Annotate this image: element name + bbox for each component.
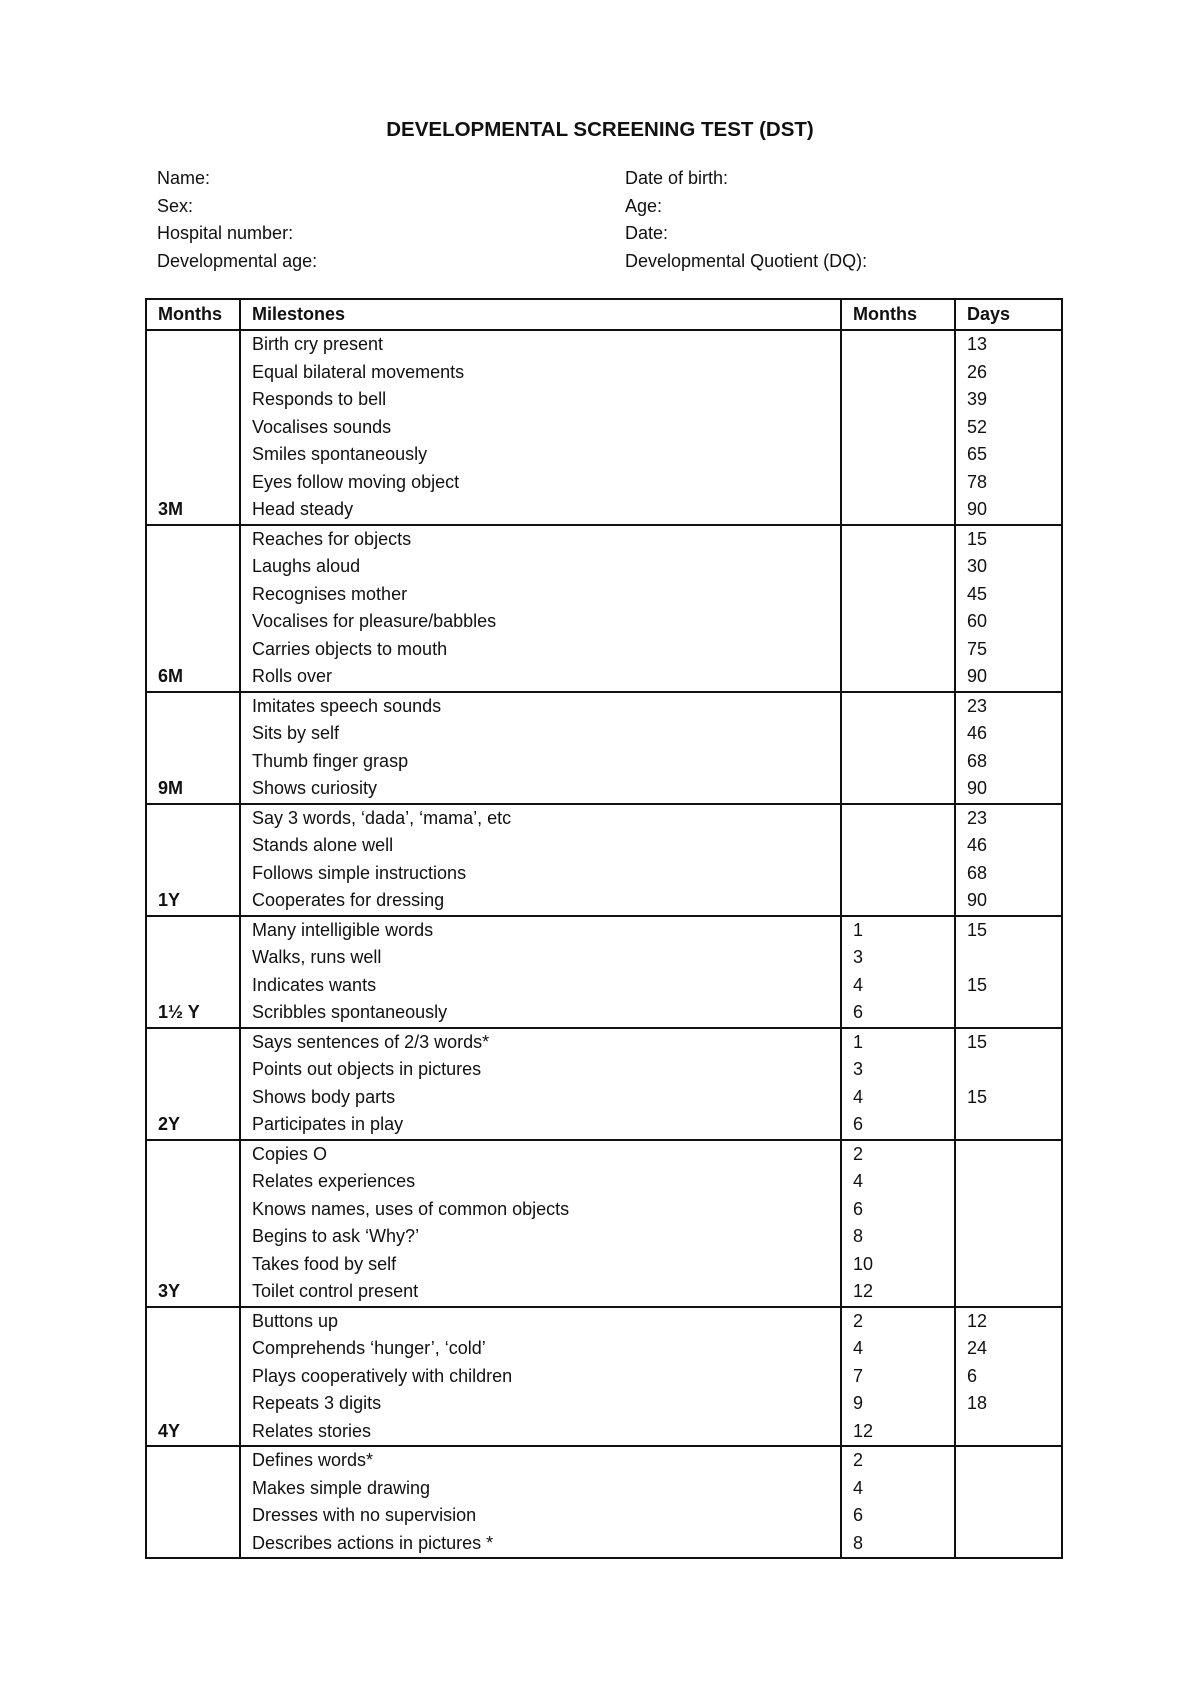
age-cell [146, 1251, 240, 1279]
months-cell: 12 [841, 1278, 955, 1307]
date-of-birth-label: Date of birth: [625, 168, 729, 188]
milestone-cell: Head steady [240, 496, 841, 525]
info-row [157, 165, 1057, 193]
age-cell [146, 441, 240, 469]
age-cell: 9M [146, 775, 240, 804]
months-cell: 9 [841, 1390, 955, 1418]
milestone-cell: Dresses with no supervision [240, 1502, 841, 1530]
table-row [146, 1475, 1062, 1503]
days-cell: 13 [955, 330, 1062, 359]
days-cell: 90 [955, 663, 1062, 692]
table-row [146, 1278, 1062, 1307]
milestone-cell: Eyes follow moving object [240, 469, 841, 497]
table-row [146, 1223, 1062, 1251]
table-row [146, 1502, 1062, 1530]
months-cell [841, 414, 955, 442]
milestone-cell: Makes simple drawing [240, 1475, 841, 1503]
table-row [146, 441, 1062, 469]
months-cell [841, 860, 955, 888]
table-row [146, 804, 1062, 833]
age-cell: 6M [146, 663, 240, 692]
age-cell [146, 414, 240, 442]
table-row [146, 359, 1062, 387]
days-cell: 68 [955, 860, 1062, 888]
table-row [146, 1530, 1062, 1559]
milestone-cell: Sits by self [240, 720, 841, 748]
milestone-cell: Shows body parts [240, 1084, 841, 1112]
days-cell: 15 [955, 1084, 1062, 1112]
milestone-cell: Scribbles spontaneously [240, 999, 841, 1028]
months-cell: 6 [841, 1196, 955, 1224]
days-cell: 30 [955, 553, 1062, 581]
days-cell [955, 1223, 1062, 1251]
months-cell: 7 [841, 1363, 955, 1391]
table-row [146, 748, 1062, 776]
months-cell: 1 [841, 916, 955, 945]
age-cell [146, 1363, 240, 1391]
milestone-cell: Copies O [240, 1140, 841, 1169]
age-cell [146, 581, 240, 609]
milestone-cell: Defines words* [240, 1446, 841, 1475]
hospital-number-label: Hospital number: [157, 223, 294, 243]
months-cell [841, 804, 955, 833]
milestone-cell: Buttons up [240, 1307, 841, 1336]
days-cell: 60 [955, 608, 1062, 636]
days-cell: 15 [955, 972, 1062, 1000]
months-cell [841, 386, 955, 414]
milestone-cell: Says sentences of 2/3 words* [240, 1028, 841, 1057]
table-row [146, 581, 1062, 609]
age-cell [146, 525, 240, 554]
days-cell: 90 [955, 887, 1062, 916]
days-cell: 18 [955, 1390, 1062, 1418]
milestone-cell: Follows simple instructions [240, 860, 841, 888]
months-cell: 10 [841, 1251, 955, 1279]
days-cell: 90 [955, 496, 1062, 525]
table-row [146, 692, 1062, 721]
milestone-cell: Cooperates for dressing [240, 887, 841, 916]
milestone-cell: Indicates wants [240, 972, 841, 1000]
milestone-cell: Plays cooperatively with children [240, 1363, 841, 1391]
table-row [146, 1335, 1062, 1363]
age-cell [146, 1028, 240, 1057]
name-label: Name: [157, 168, 211, 188]
table-row [146, 636, 1062, 664]
table-row [146, 1056, 1062, 1084]
months-cell: 6 [841, 1502, 955, 1530]
age-cell [146, 636, 240, 664]
days-cell: 23 [955, 692, 1062, 721]
months-cell [841, 692, 955, 721]
milestone-cell: Vocalises sounds [240, 414, 841, 442]
months-cell [841, 832, 955, 860]
days-cell [955, 944, 1062, 972]
milestone-cell: Vocalises for pleasure/babbles [240, 608, 841, 636]
developmental-quotient-label: Developmental Quotient (DQ): [625, 250, 868, 271]
age-label: Age: [625, 195, 663, 216]
months-cell: 4 [841, 1168, 955, 1196]
age-cell [146, 860, 240, 888]
days-cell [955, 1446, 1062, 1475]
table-row [146, 1111, 1062, 1140]
age-cell: 4Y [146, 1418, 240, 1447]
age-cell: 1½ Y [146, 999, 240, 1028]
info-row [157, 193, 1057, 221]
age-cell [146, 944, 240, 972]
months-cell: 6 [841, 999, 955, 1028]
header-days: Days [955, 299, 1062, 330]
age-cell [146, 1530, 240, 1559]
months-cell: 1 [841, 1028, 955, 1057]
days-cell: 15 [955, 525, 1062, 554]
table-row [146, 720, 1062, 748]
months-cell: 8 [841, 1223, 955, 1251]
table-row [146, 608, 1062, 636]
months-cell: 3 [841, 944, 955, 972]
age-cell [146, 1056, 240, 1084]
milestone-cell: Equal bilateral movements [240, 359, 841, 387]
milestone-cell: Begins to ask ‘Why?’ [240, 1223, 841, 1251]
table-row [146, 386, 1062, 414]
age-cell: 1Y [146, 887, 240, 916]
age-cell [146, 1475, 240, 1503]
milestone-cell: Relates stories [240, 1418, 841, 1447]
page-title: DEVELOPMENTAL SCREENING TEST (DST) [386, 118, 814, 141]
age-cell [146, 1390, 240, 1418]
days-cell: 39 [955, 386, 1062, 414]
age-cell [146, 692, 240, 721]
table-row [146, 916, 1062, 945]
days-cell: 46 [955, 832, 1062, 860]
days-cell [955, 1140, 1062, 1169]
age-cell [146, 1223, 240, 1251]
months-cell [841, 469, 955, 497]
days-cell: 26 [955, 359, 1062, 387]
table-row [146, 553, 1062, 581]
days-cell: 68 [955, 748, 1062, 776]
months-cell [841, 581, 955, 609]
table-row [146, 1390, 1062, 1418]
milestone-cell: Imitates speech sounds [240, 692, 841, 721]
age-cell [146, 1446, 240, 1475]
table-row [146, 414, 1062, 442]
days-cell: 45 [955, 581, 1062, 609]
days-cell [955, 1056, 1062, 1084]
table-row [146, 1084, 1062, 1112]
milestone-cell: Knows names, uses of common objects [240, 1196, 841, 1224]
patient-info-block [157, 165, 1057, 275]
days-cell: 78 [955, 469, 1062, 497]
milestone-cell: Toilet control present [240, 1278, 841, 1307]
age-cell [146, 804, 240, 833]
months-cell: 4 [841, 1084, 955, 1112]
milestone-cell: Describes actions in pictures * [240, 1530, 841, 1559]
age-cell [146, 608, 240, 636]
age-cell: 3M [146, 496, 240, 525]
table-row [146, 972, 1062, 1000]
months-cell: 4 [841, 972, 955, 1000]
table-row [146, 469, 1062, 497]
table-row [146, 775, 1062, 804]
age-cell [146, 330, 240, 359]
months-cell [841, 496, 955, 525]
table-row [146, 1168, 1062, 1196]
milestone-cell: Laughs aloud [240, 553, 841, 581]
age-cell [146, 1084, 240, 1112]
table-row [146, 832, 1062, 860]
developmental-age-label: Developmental age: [157, 250, 318, 271]
age-cell [146, 832, 240, 860]
days-cell: 75 [955, 636, 1062, 664]
sex-label: Sex: [157, 195, 194, 216]
table-row [146, 496, 1062, 525]
age-cell [146, 469, 240, 497]
milestone-cell: Stands alone well [240, 832, 841, 860]
info-row [157, 220, 1057, 248]
table-row [146, 663, 1062, 692]
age-cell [146, 1335, 240, 1363]
milestone-cell: Takes food by self [240, 1251, 841, 1279]
age-cell [146, 553, 240, 581]
months-cell: 12 [841, 1418, 955, 1447]
header-age-months: Months [146, 299, 240, 330]
milestone-cell: Responds to bell [240, 386, 841, 414]
age-cell [146, 1307, 240, 1336]
months-cell: 6 [841, 1111, 955, 1140]
table-row [146, 1251, 1062, 1279]
milestone-cell: Recognises mother [240, 581, 841, 609]
days-cell: 12 [955, 1307, 1062, 1336]
table-row [146, 1028, 1062, 1057]
days-cell [955, 1418, 1062, 1447]
age-cell [146, 1140, 240, 1169]
age-cell [146, 748, 240, 776]
table-row [146, 944, 1062, 972]
age-cell [146, 720, 240, 748]
age-cell [146, 972, 240, 1000]
months-cell: 3 [841, 1056, 955, 1084]
table-body [146, 330, 1062, 1558]
months-cell: 2 [841, 1140, 955, 1169]
age-cell: 2Y [146, 1111, 240, 1140]
days-cell [955, 1111, 1062, 1140]
table-row [146, 1418, 1062, 1447]
milestone-cell: Relates experiences [240, 1168, 841, 1196]
days-cell: 90 [955, 775, 1062, 804]
age-cell [146, 1168, 240, 1196]
months-cell [841, 441, 955, 469]
milestone-cell: Thumb finger grasp [240, 748, 841, 776]
months-cell [841, 525, 955, 554]
milestone-cell: Smiles spontaneously [240, 441, 841, 469]
days-cell [955, 1196, 1062, 1224]
days-cell: 52 [955, 414, 1062, 442]
months-cell: 4 [841, 1475, 955, 1503]
days-cell [955, 1530, 1062, 1559]
months-cell [841, 608, 955, 636]
days-cell [955, 1502, 1062, 1530]
days-cell: 6 [955, 1363, 1062, 1391]
age-cell [146, 916, 240, 945]
date-label: Date: [625, 223, 669, 243]
milestone-cell: Rolls over [240, 663, 841, 692]
table-row [146, 1140, 1062, 1169]
months-cell [841, 636, 955, 664]
months-cell [841, 553, 955, 581]
table-row [146, 1307, 1062, 1336]
milestone-cell: Reaches for objects [240, 525, 841, 554]
milestone-cell: Say 3 words, ‘dada’, ‘mama’, etc [240, 804, 841, 833]
age-cell [146, 1502, 240, 1530]
table-row [146, 887, 1062, 916]
milestone-cell: Participates in play [240, 1111, 841, 1140]
table-row [146, 999, 1062, 1028]
milestones-table [145, 298, 1063, 1559]
months-cell [841, 887, 955, 916]
months-cell [841, 330, 955, 359]
milestone-cell: Walks, runs well [240, 944, 841, 972]
milestone-cell: Carries objects to mouth [240, 636, 841, 664]
days-cell: 23 [955, 804, 1062, 833]
info-row [157, 248, 1057, 276]
days-cell [955, 1251, 1062, 1279]
age-cell [146, 386, 240, 414]
days-cell: 46 [955, 720, 1062, 748]
months-cell: 4 [841, 1335, 955, 1363]
days-cell: 15 [955, 1028, 1062, 1057]
table-row [146, 860, 1062, 888]
header-months: Months [841, 299, 955, 330]
milestone-cell: Many intelligible words [240, 916, 841, 945]
table-row [146, 330, 1062, 359]
milestone-cell: Comprehends ‘hunger’, ‘cold’ [240, 1335, 841, 1363]
months-cell [841, 359, 955, 387]
days-cell [955, 1168, 1062, 1196]
table-row [146, 1363, 1062, 1391]
months-cell [841, 663, 955, 692]
table-header-row [146, 299, 1062, 330]
table-row [146, 1446, 1062, 1475]
days-cell: 24 [955, 1335, 1062, 1363]
age-cell [146, 1196, 240, 1224]
days-cell [955, 1475, 1062, 1503]
table-row [146, 1196, 1062, 1224]
age-cell [146, 359, 240, 387]
months-cell [841, 748, 955, 776]
months-cell [841, 720, 955, 748]
months-cell: 8 [841, 1530, 955, 1559]
table-row [146, 525, 1062, 554]
days-cell: 15 [955, 916, 1062, 945]
milestone-cell: Birth cry present [240, 330, 841, 359]
months-cell: 2 [841, 1307, 955, 1336]
months-cell: 2 [841, 1446, 955, 1475]
age-cell: 3Y [146, 1278, 240, 1307]
milestone-cell: Repeats 3 digits [240, 1390, 841, 1418]
milestone-cell: Points out objects in pictures [240, 1056, 841, 1084]
header-milestones: Milestones [240, 299, 841, 330]
days-cell: 65 [955, 441, 1062, 469]
days-cell [955, 999, 1062, 1028]
months-cell [841, 775, 955, 804]
milestone-cell: Shows curiosity [240, 775, 841, 804]
days-cell [955, 1278, 1062, 1307]
